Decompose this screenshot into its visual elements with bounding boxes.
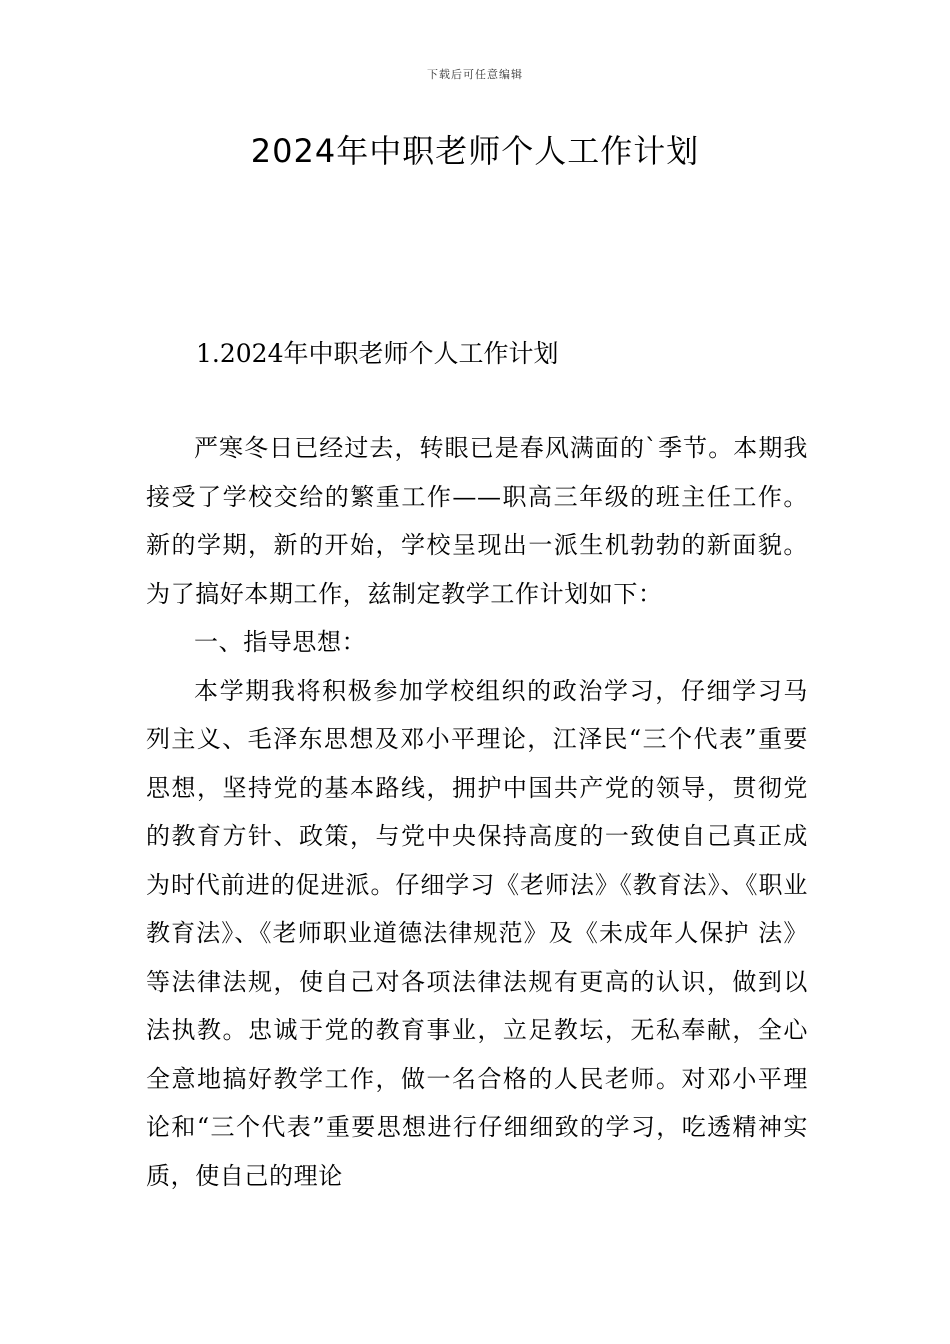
document-title: 2024年中职老师个人工作计划 xyxy=(250,132,700,170)
header-note: 下载后可任意编辑 xyxy=(427,68,523,81)
section-heading: 1.2024年中职老师个人工作计划 xyxy=(196,339,559,368)
document-body xyxy=(146,424,808,1200)
paragraph-subheading-guiding-ideology: 一、指导思想： xyxy=(194,628,367,656)
paragraph-intro: 严寒冬日已经过去，转眼已是春风满面的`季节。本期我接受了学校交给的繁重工作——职高三年级的班主任工作。新的学期，新的开始，学校呈现出一派生机勃勃的新面貌。为了搞好本期工作，兹制定教学工作计划如下： xyxy=(146,434,808,608)
paragraph-political-study: 本学期我将积极参加学校组织的政治学习，仔细学习马列主义、毛泽东思想及邓小平理论，江泽民“三个代表”重要思想，坚持党的基本路线，拥护中国共产党的领导，贯彻党的教育方针、政策，与党中央保持高度的一致使自己真正成为时代前进的促进派。仔细学习《老师法》《教育法》、《职业教育法》、《老师职业道德法律规范》及《未成年人保护 法》等法律法规，使自己对各项法律法规有更高的认识，做到以法执教。忠诚于党的教育事业，立足教坛，无私奉献，全心全意地搞好教学工作，做一名合格的人民老师。对邓小平理论和“三个代表”重要思想进行仔细细致的学习，吃透精神实质，使自己的理论 xyxy=(146,676,808,1190)
